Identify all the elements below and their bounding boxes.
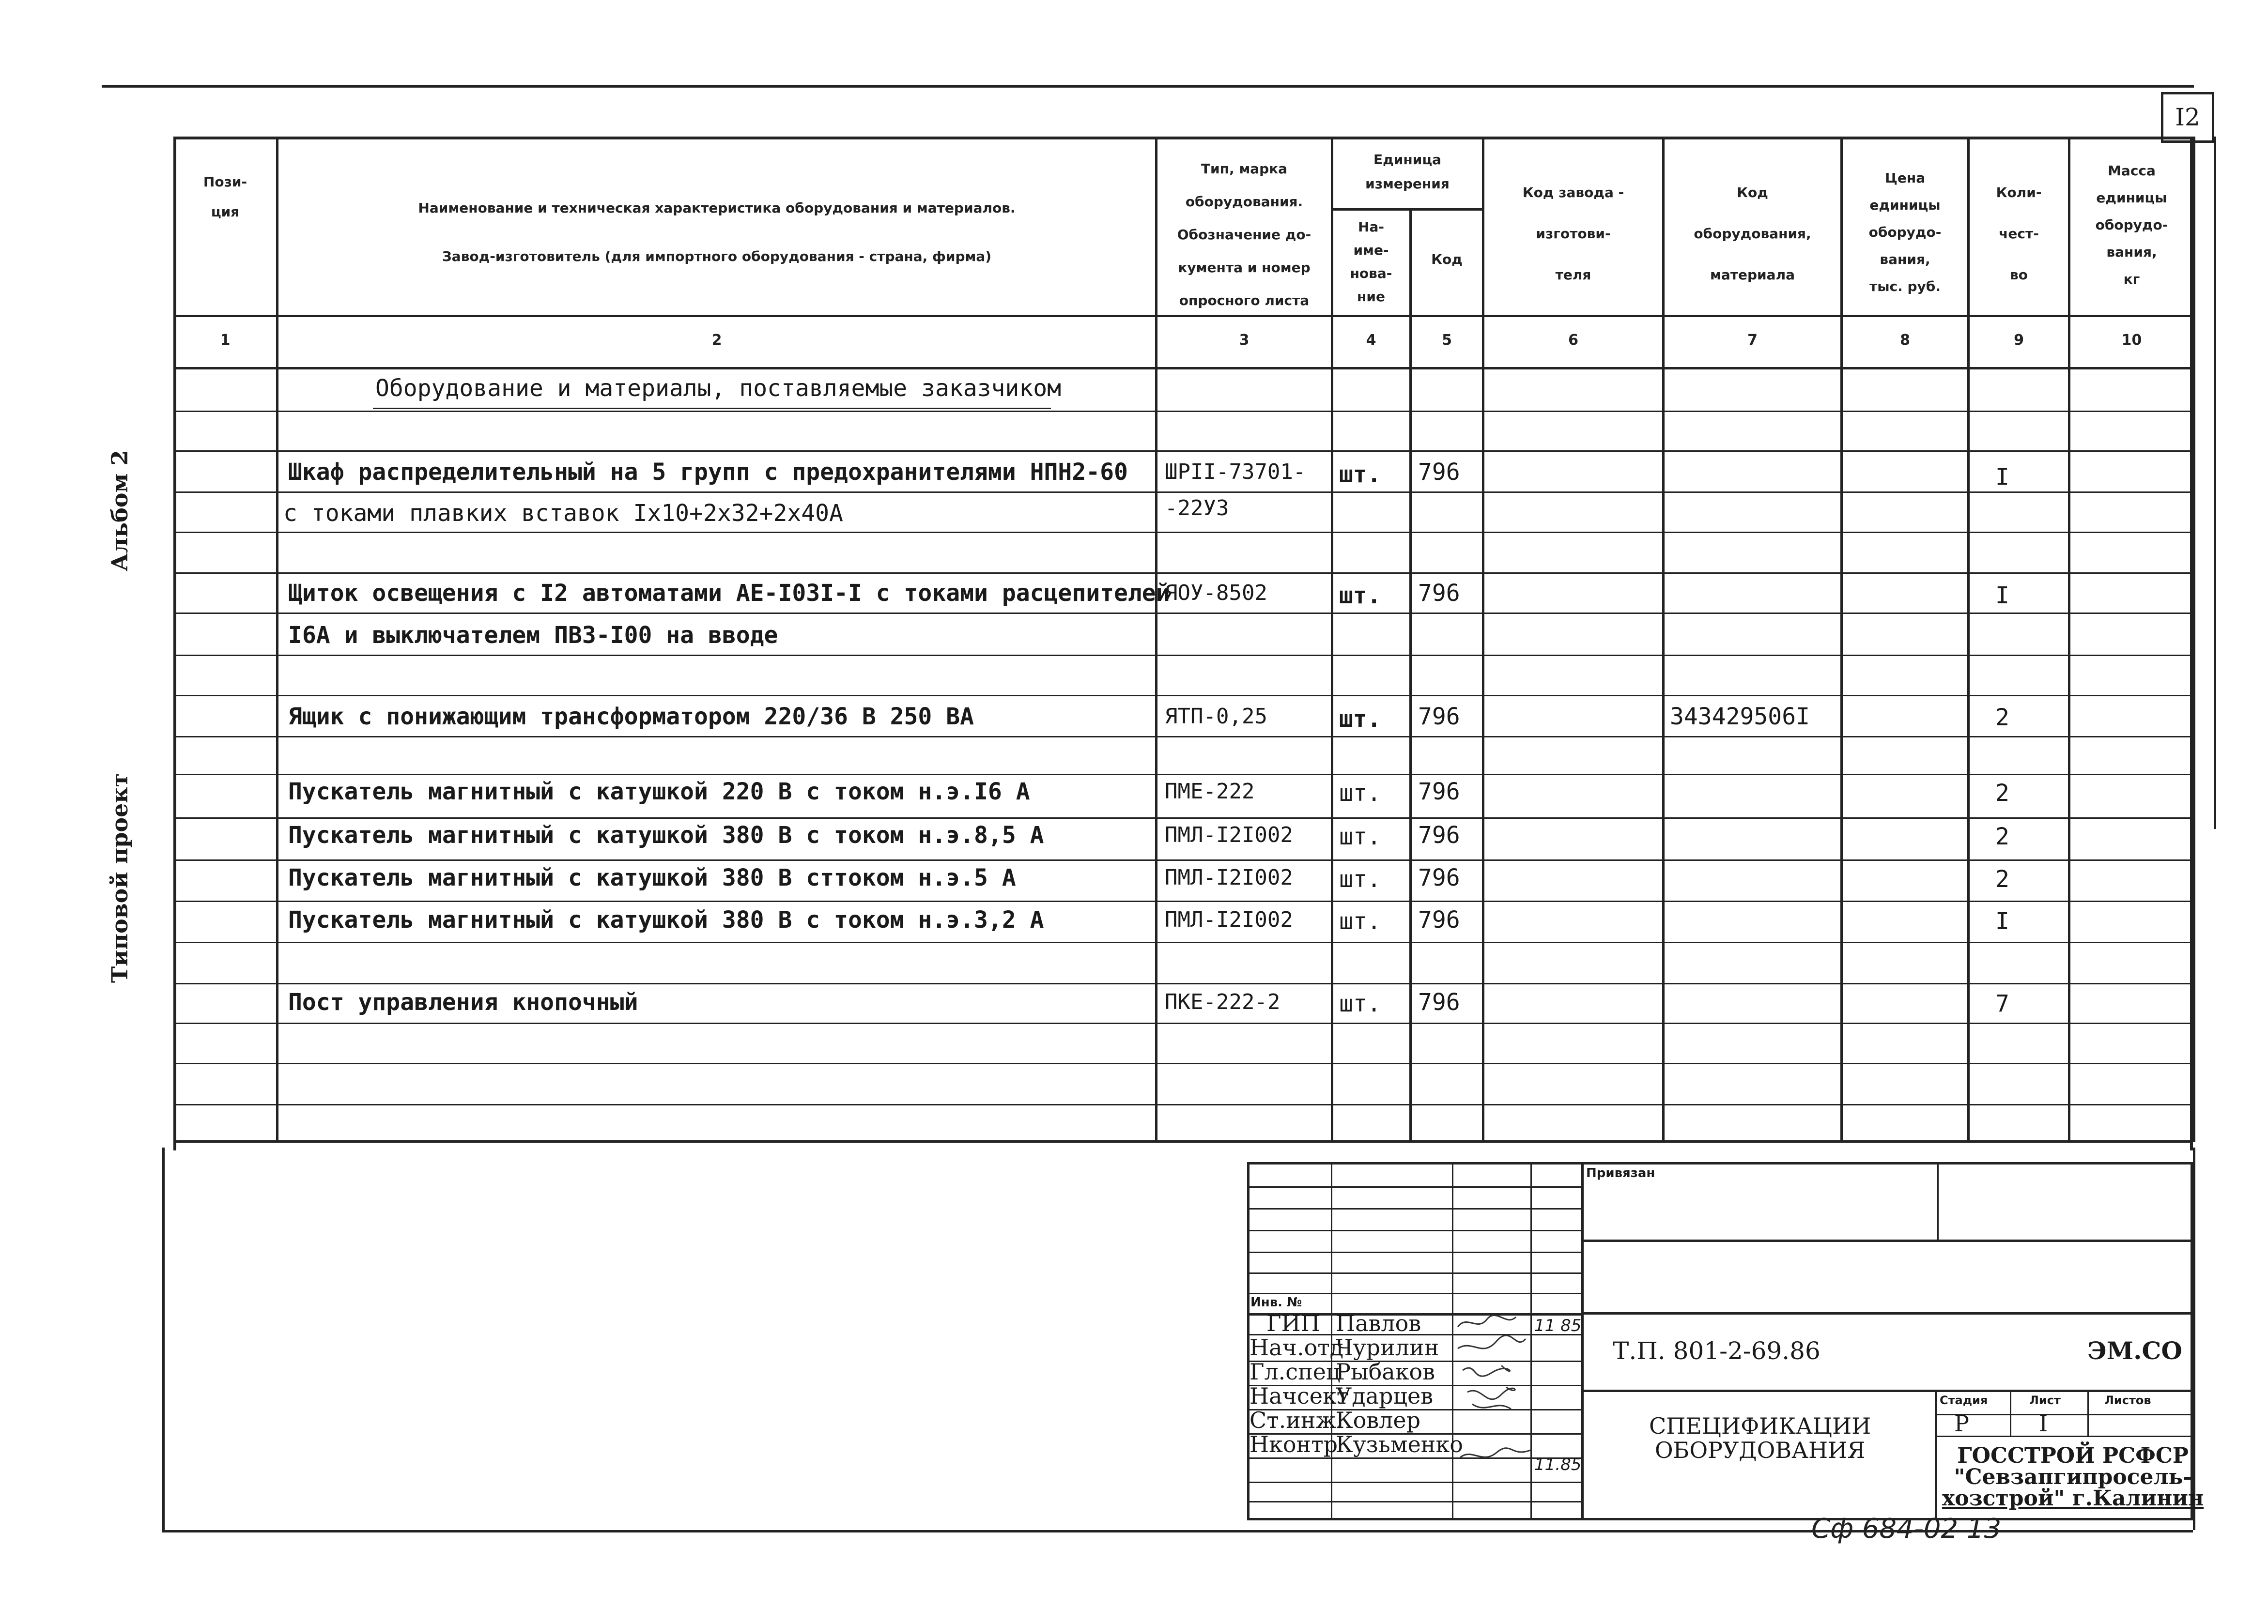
tb-line xyxy=(1247,1272,1581,1274)
row-10-qty: 7 xyxy=(1995,990,2009,1017)
right-margin-line xyxy=(2214,137,2216,829)
tb-line xyxy=(1247,1293,1581,1294)
tb-line xyxy=(1247,1501,1581,1502)
tb-date-2: 11.85 xyxy=(1534,1455,1582,1474)
hdr-col3: Тип, марка оборудования. Обозначение до- кумента и номер опросного листа xyxy=(1177,161,1311,308)
top-rule xyxy=(102,85,2194,88)
hdr-col8: Цена единицы оборудо- вания, тыс. руб. xyxy=(1868,170,1942,294)
row-8-name: Пускатель магнитный с катушкой 380 В сттоком н.э.5 А xyxy=(288,864,1016,891)
tb-line xyxy=(1935,1390,1937,1520)
row-line xyxy=(173,817,2193,819)
colnum-5: 5 xyxy=(1442,332,1452,349)
hdr-col4: На- име- нова- ние xyxy=(1350,219,1392,305)
row-10-code: 796 xyxy=(1418,989,1460,1016)
row-7-unit: шт. xyxy=(1339,823,1381,850)
sheet-number-box xyxy=(2161,92,2214,143)
row-1-qty: I xyxy=(1995,463,2009,490)
row-3-qty: I xyxy=(1995,582,2009,609)
row-line xyxy=(173,491,2193,493)
hdr-col6: Код завода - изготови- теля xyxy=(1522,184,1624,283)
row-5-qty: 2 xyxy=(1995,704,2009,731)
row-5-material-code: 343429506I xyxy=(1670,703,1810,730)
row-line xyxy=(173,532,2193,533)
row-6-name: Пускатель магнитный с катушкой 220 В с током н.э.I6 А xyxy=(288,778,1030,805)
row-9-code: 796 xyxy=(1418,906,1460,934)
stage-label: Стадия xyxy=(1940,1394,1988,1407)
row-6-qty: 2 xyxy=(1995,780,2009,807)
tb-line xyxy=(1937,1162,1939,1240)
row-7-name: Пускатель магнитный с катушкой 380 В с током н.э.8,5 А xyxy=(288,822,1044,849)
section-title-underline xyxy=(373,408,1051,409)
footer-note: Сф 684-02 13 xyxy=(1811,1513,2002,1545)
row-line xyxy=(173,655,2193,656)
tb-line xyxy=(1581,1240,2193,1242)
colnum-1: 1 xyxy=(220,332,231,349)
row-6-code: 796 xyxy=(1418,778,1460,805)
row-9-unit: шт. xyxy=(1339,908,1381,935)
tb-line xyxy=(1247,1208,1581,1210)
row-8-code: 796 xyxy=(1418,864,1460,891)
row-8-type: ПМЛ-I2I002 xyxy=(1165,865,1293,890)
sheets-label: Листов xyxy=(2104,1394,2151,1407)
album-caption: Альбом 2 xyxy=(107,450,133,571)
colnum-6: 6 xyxy=(1568,332,1578,349)
row-8-qty: 2 xyxy=(1995,866,2009,893)
colnum-8: 8 xyxy=(1900,332,1910,349)
hdr-col2: Наименование и техническая характеристика оборудования и материалов. Завод-изготовитель (для импортного оборудования - страна, фирма) xyxy=(418,200,1016,264)
row-line xyxy=(173,1104,2193,1105)
row-line xyxy=(173,411,2193,412)
row-line xyxy=(173,1023,2193,1024)
tb-line xyxy=(1247,1252,1581,1253)
row-1-code: 796 xyxy=(1418,459,1460,486)
tb-line xyxy=(1247,1230,1581,1231)
col-line xyxy=(2193,137,2195,1142)
colnum-9: 9 xyxy=(2014,332,2024,349)
hdr-col1: Пози- ция xyxy=(203,174,247,220)
row-5-type: ЯТП-0,25 xyxy=(1165,704,1267,729)
row-5-code: 796 xyxy=(1418,703,1460,730)
col-line xyxy=(276,137,278,1142)
row-7-type: ПМЛ-I2I002 xyxy=(1165,823,1293,847)
tb-line xyxy=(2010,1390,2011,1436)
row-10-type: ПКЕ-222-2 xyxy=(1165,990,1281,1014)
doc-code: Т.П. 801-2-69.86 xyxy=(1613,1337,1821,1365)
row-3-code: 796 xyxy=(1418,580,1460,607)
sheet-value: I xyxy=(2039,1410,2048,1437)
row-line xyxy=(173,983,2193,984)
row-line xyxy=(173,859,2193,861)
colnum-4: 4 xyxy=(1366,332,1376,349)
tb-names: Павлов Чурилин Рыбаков Ударцев Ковлер Кузьменко xyxy=(1336,1310,1463,1457)
row-line xyxy=(173,774,2193,775)
row-6-type: ПМЕ-222 xyxy=(1165,779,1255,804)
row-line xyxy=(173,613,2193,614)
row-7-qty: 2 xyxy=(1995,823,2009,850)
tb-line xyxy=(1581,1390,2193,1392)
row-1-type: ШРII-73701- xyxy=(1165,460,1306,484)
row-8-unit: шт. xyxy=(1339,866,1381,893)
row-5-name: Ящик с понижающим трансформатором 220/36 В 250 ВА xyxy=(288,703,974,730)
row-2-type: -22У3 xyxy=(1165,496,1229,521)
org-name: ГОССТРОЙ РСФСР "Севзапгипросель- хозстрой" г.Калинин xyxy=(1942,1443,2204,1511)
row-line xyxy=(173,736,2193,737)
tb-line xyxy=(1247,1482,1581,1483)
row-1-unit: шт. xyxy=(1339,461,1381,488)
privyazan-label: Привязан xyxy=(1586,1166,1655,1180)
tb-line xyxy=(1581,1312,2193,1315)
doc-title: СПЕЦИФИКАЦИИ ОБОРУДОВАНИЯ xyxy=(1649,1413,1871,1463)
row-10-unit: шт. xyxy=(1339,990,1381,1017)
colnum-7: 7 xyxy=(1747,332,1758,349)
row-9-type: ПМЛ-I2I002 xyxy=(1165,907,1293,932)
row-3-unit: шт. xyxy=(1339,582,1381,609)
row-5-unit: шт. xyxy=(1339,705,1381,733)
colnum-2: 2 xyxy=(711,332,722,349)
tb-line xyxy=(1247,1186,1581,1188)
tb-line xyxy=(1935,1414,2193,1415)
colnum-3: 3 xyxy=(1239,332,1250,349)
hdr-col7: Код оборудования, материала xyxy=(1694,184,1811,283)
frame-left xyxy=(162,1148,165,1530)
header-subline xyxy=(1331,208,1483,211)
row-3-name: Щиток освещения с I2 автоматами АЕ-I03I-I с токами расцепителей xyxy=(288,580,1170,607)
row-4-name: I6А и выключателем ПВЗ-I00 на вводе xyxy=(288,622,778,649)
row-line xyxy=(173,450,2193,452)
sheet-number: I2 xyxy=(2175,103,2200,131)
stage-value: Р xyxy=(1954,1410,1969,1437)
tb-line xyxy=(1581,1162,1584,1520)
project-caption: Типовой проект xyxy=(107,773,133,983)
hdr-col10: Масса единицы оборудо- вания, кг xyxy=(2095,163,2168,287)
table-bottom xyxy=(173,1140,2193,1143)
row-9-name: Пускатель магнитный с катушкой 380 В с током н.э.3,2 А xyxy=(288,906,1044,934)
hdr-unit-group: Единица измерения xyxy=(1365,152,1450,192)
section-title: Оборудование и материалы, поставляемые заказчиком xyxy=(375,375,1062,402)
row-line xyxy=(173,1063,2193,1064)
row-7-code: 796 xyxy=(1418,822,1460,849)
row-line xyxy=(173,572,2193,574)
row-10-name: Пост управления кнопочный xyxy=(288,989,638,1016)
hdr-col9: Коли- чест- во xyxy=(1996,184,2042,283)
row-2-name: с токами плавких вставок Iх10+2х32+2х40А xyxy=(283,500,843,527)
hdr-col5: Код xyxy=(1431,251,1463,267)
colnum-10: 10 xyxy=(2121,332,2142,349)
row-line xyxy=(173,942,2193,943)
colnum-bottom xyxy=(173,367,2193,369)
tb-date-1: 11 85 xyxy=(1534,1316,1582,1335)
doc-suffix: ЭМ.СО xyxy=(2087,1336,2182,1365)
row-3-type: ЯОУ-8502 xyxy=(1165,581,1267,605)
sheet-label: Лист xyxy=(2029,1394,2061,1407)
tb-roles: ГИП Нач.отд Гл.спец Начсект Ст.инж. Нконтр xyxy=(1250,1310,1349,1457)
row-line xyxy=(173,901,2193,902)
inv-no-label: Инв. № xyxy=(1250,1295,1302,1310)
tb-line xyxy=(1935,1436,2193,1437)
row-line xyxy=(173,695,2193,696)
signatures xyxy=(1453,1312,1533,1477)
tb-line xyxy=(2087,1390,2089,1436)
row-1-name: Шкаф распределительный на 5 групп с предохранителями НПН2-60 xyxy=(288,459,1128,486)
row-6-unit: шт. xyxy=(1339,780,1381,807)
row-9-qty: I xyxy=(1995,908,2009,935)
